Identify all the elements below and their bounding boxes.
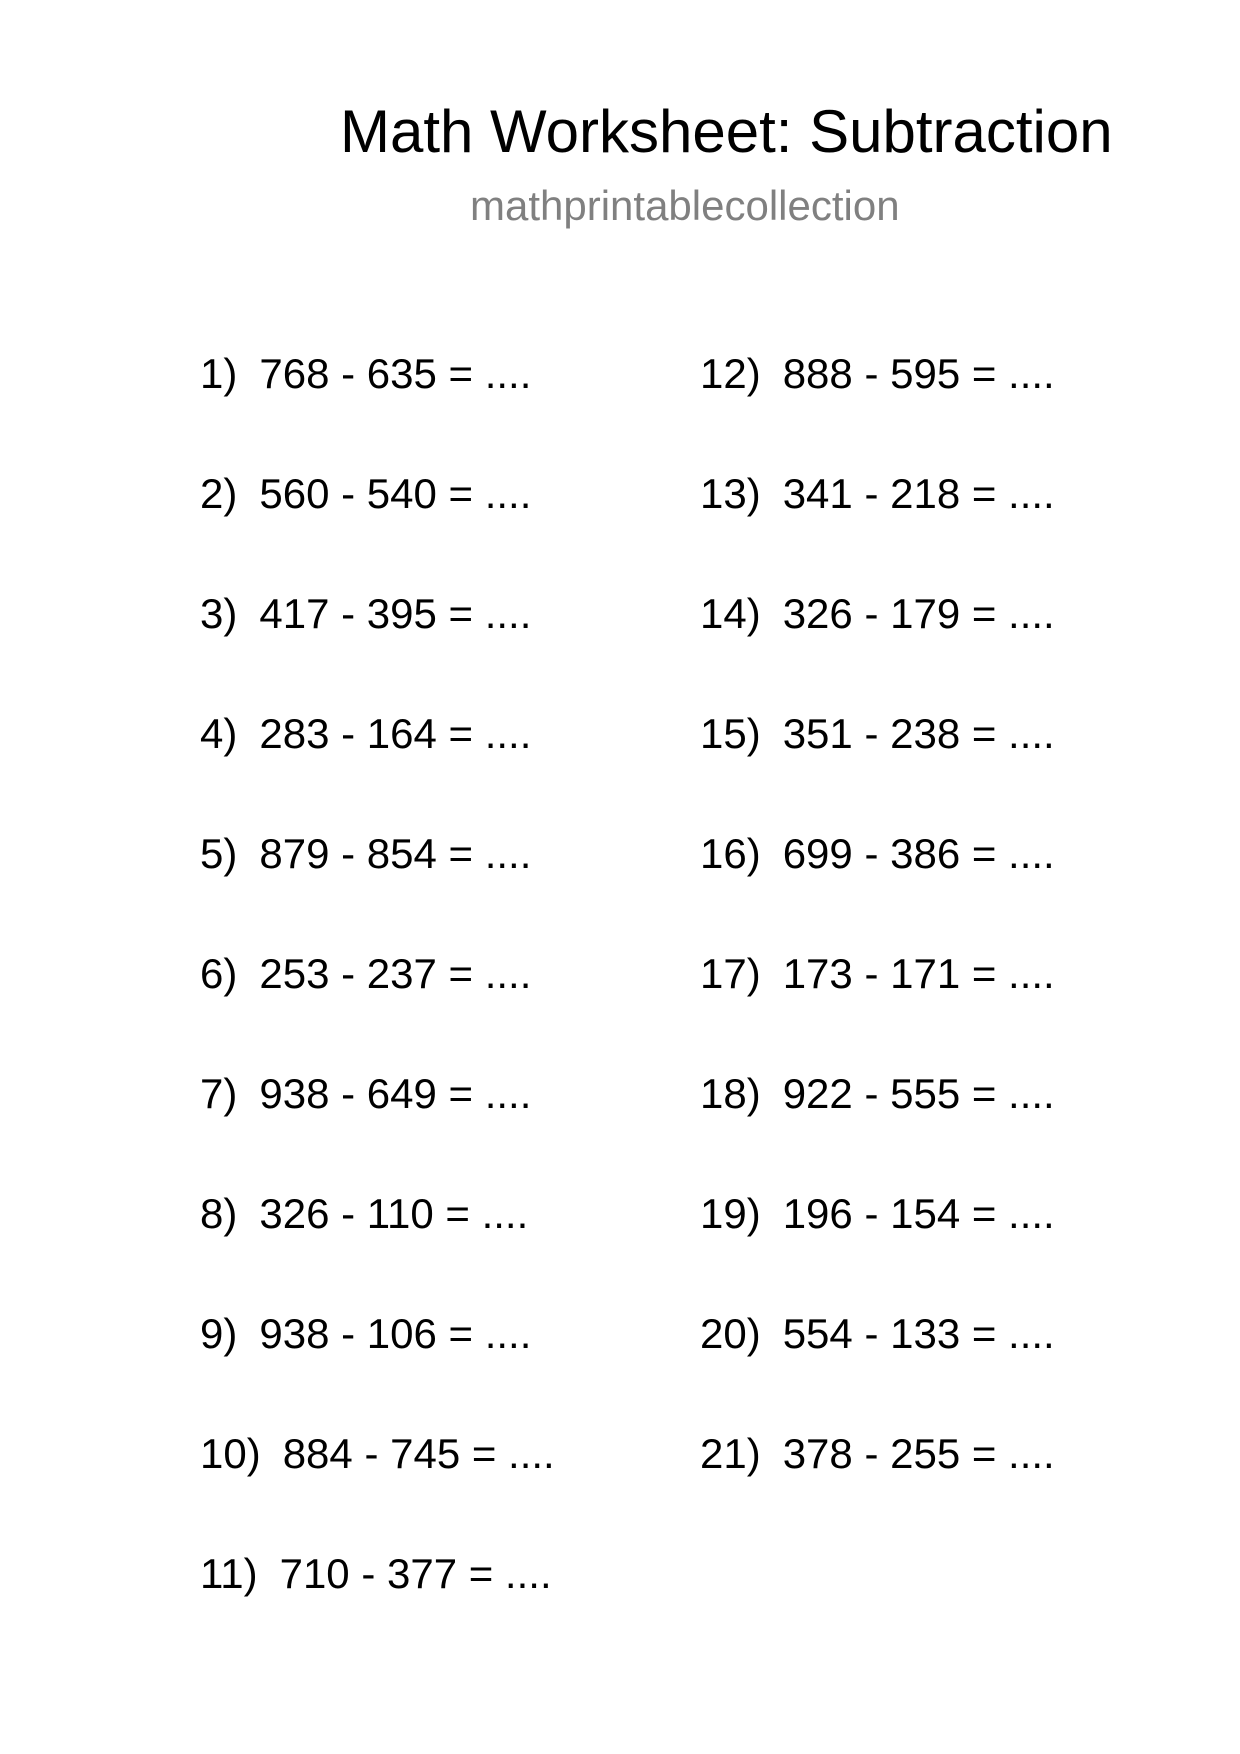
- problem-item: [700, 466, 1055, 522]
- problem-number: 10): [200, 1430, 261, 1477]
- problem-item: [700, 1066, 1055, 1122]
- problem-item: [700, 1186, 1055, 1242]
- problem-expression: 938 - 106 = ....: [259, 1310, 532, 1357]
- problem-number: 19): [700, 1190, 761, 1237]
- problem-expression: 879 - 854 = ....: [259, 830, 532, 877]
- problem-expression: 560 - 540 = ....: [259, 470, 532, 517]
- problem-item: [200, 826, 531, 882]
- problem-expression: 888 - 595 = ....: [782, 350, 1055, 397]
- problem-expression: 699 - 386 = ....: [782, 830, 1055, 877]
- problem-number: 9): [200, 1310, 238, 1357]
- problem-expression: 922 - 555 = ....: [782, 1070, 1055, 1117]
- problem-number: 12): [700, 350, 761, 397]
- problem-number: 4): [200, 710, 238, 757]
- problem-expression: 378 - 255 = ....: [782, 1430, 1055, 1477]
- problem-number: 6): [200, 950, 238, 997]
- problem-item: [200, 586, 531, 642]
- problem-number: 2): [200, 470, 238, 517]
- problem-number: 21): [700, 1430, 761, 1477]
- problem-expression: 253 - 237 = ....: [259, 950, 532, 997]
- page-subtitle: mathprintablecollection: [470, 182, 900, 229]
- problem-item: [200, 1066, 531, 1122]
- problem-item: [200, 706, 531, 762]
- problem-number: 17): [700, 950, 761, 997]
- problem-expression: 351 - 238 = ....: [782, 710, 1055, 757]
- problem-expression: 196 - 154 = ....: [782, 1190, 1055, 1237]
- problem-number: 20): [700, 1310, 761, 1357]
- problem-item: [700, 346, 1055, 402]
- problem-item: [200, 466, 531, 522]
- problem-item: [700, 706, 1055, 762]
- problem-expression: 938 - 649 = ....: [259, 1070, 532, 1117]
- page-title: Math Worksheet: Subtraction: [340, 98, 1113, 165]
- problem-number: 13): [700, 470, 761, 517]
- problem-item: [700, 1426, 1055, 1482]
- problem-number: 14): [700, 590, 761, 637]
- problem-number: 11): [200, 1550, 258, 1597]
- problem-expression: 768 - 635 = ....: [259, 350, 532, 397]
- problem-number: 7): [200, 1070, 238, 1117]
- problem-item: [700, 586, 1055, 642]
- problem-item: [200, 1546, 552, 1602]
- problem-expression: 710 - 377 = ....: [279, 1550, 552, 1597]
- problem-item: [200, 1426, 555, 1482]
- problem-number: 1): [200, 350, 238, 397]
- problem-number: 15): [700, 710, 761, 757]
- problem-expression: 326 - 110 = ....: [259, 1190, 529, 1237]
- problem-expression: 173 - 171 = ....: [782, 950, 1055, 997]
- problem-item: [200, 946, 531, 1002]
- problem-expression: 884 - 745 = ....: [282, 1430, 555, 1477]
- problem-number: 18): [700, 1070, 761, 1117]
- problem-expression: 554 - 133 = ....: [782, 1310, 1055, 1357]
- problem-item: [700, 826, 1055, 882]
- problem-expression: 341 - 218 = ....: [782, 470, 1055, 517]
- problem-item: [200, 1186, 528, 1242]
- problem-expression: 283 - 164 = ....: [259, 710, 532, 757]
- problem-item: [200, 346, 531, 402]
- problem-number: 5): [200, 830, 238, 877]
- problem-number: 8): [200, 1190, 238, 1237]
- problem-expression: 417 - 395 = ....: [259, 590, 532, 637]
- problem-number: 3): [200, 590, 238, 637]
- problem-item: [200, 1306, 531, 1362]
- problem-item: [700, 1306, 1055, 1362]
- problem-expression: 326 - 179 = ....: [782, 590, 1055, 637]
- problem-number: 16): [700, 830, 761, 877]
- problem-item: [700, 946, 1055, 1002]
